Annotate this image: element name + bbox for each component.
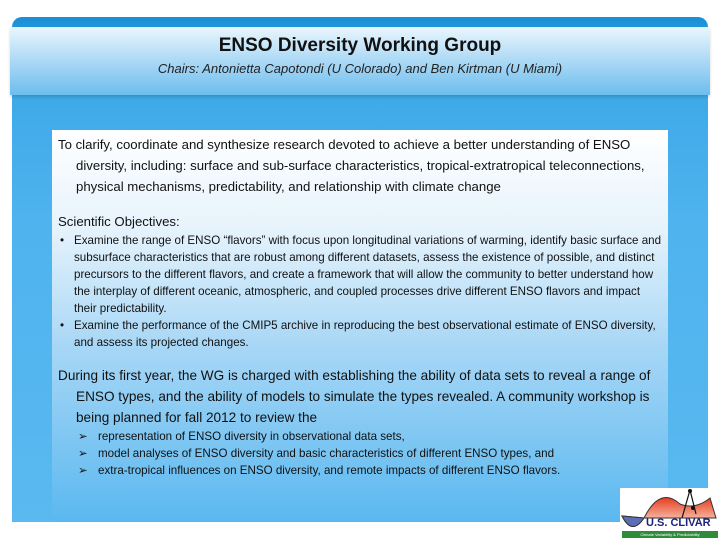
first-year-paragraph: During its first year, the WG is charged with establishing the ability of data sets to reveal a range of ENSO types, and the ability of models to simulate the types revealed. A community workshop is being planned for fall 2012 to review the xyxy=(58,368,651,425)
review-item: ➢ extra-tropical influences on ENSO diversity, and remote impacts of different ENSO flavors. xyxy=(78,464,561,477)
review-item: ➢ representation of ENSO diversity in observational data sets, xyxy=(78,430,405,443)
title-band xyxy=(10,27,710,95)
objective-text: Examine the performance of the CMIP5 archive in reproducing the best observational estimate of ENSO diversity, and assess its projected changes. xyxy=(74,319,656,349)
intro-paragraph: To clarify, coordinate and synthesize research devoted to achieve a better understanding of ENSO diversity, including: surface and sub-surface characteristics, tropical-extratropical teleconnections, physical mechanisms, predictability, and relationship with climate change xyxy=(58,137,645,194)
review-text: model analyses of ENSO diversity and basic characteristics of different ENSO types, and xyxy=(98,447,555,460)
review-item: ➢ model analyses of ENSO diversity and basic characteristics of different ENSO types, and xyxy=(78,447,555,460)
logo-tagline: Climate Variability & Predictability xyxy=(622,531,718,538)
objectives-heading: Scientific Objectives: xyxy=(58,214,180,229)
review-text: extra-tropical influences on ENSO diversity, and remote impacts of different ENSO flavors. xyxy=(98,464,561,477)
us-clivar-logo xyxy=(620,488,720,540)
logo-name: U.S. CLIVAR xyxy=(646,517,711,529)
review-text: representation of ENSO diversity in observational data sets, xyxy=(98,430,405,443)
objective-item: • Examine the range of ENSO “flavors” with focus upon longitudinal variations of warming, identify basic surface and subsurface characteristics that are robust among different datasets, assess the existence of possible, and distinct precursors to the different flavors, and create a framework that will allow the community to better understand how the interplay of different oceanic, atmospheric, and coupled processes drive different ENSO flavors and impact their predictability. xyxy=(60,234,662,315)
objective-text: Examine the range of ENSO “flavors” with focus upon longitudinal variations of warming, identify basic surface and subsurface characteristics that are robust among different datasets, assess the existence of possible, and distinct precursors to the different flavors, and create a framework that will allow the community to better understand how the interplay of different oceanic, atmospheric, and coupled processes drive different ENSO flavors and impact their predictability. xyxy=(74,234,662,315)
slide-title: ENSO Diversity Working Group xyxy=(218,35,502,56)
objective-item: • Examine the performance of the CMIP5 archive in reproducing the best observational estimate of ENSO diversity, and assess its projected changes. xyxy=(60,319,656,349)
content-box xyxy=(52,130,668,522)
slide-subtitle: Chairs: Antonietta Capotondi (U Colorado) and Ben Kirtman (U Miami) xyxy=(157,61,563,76)
